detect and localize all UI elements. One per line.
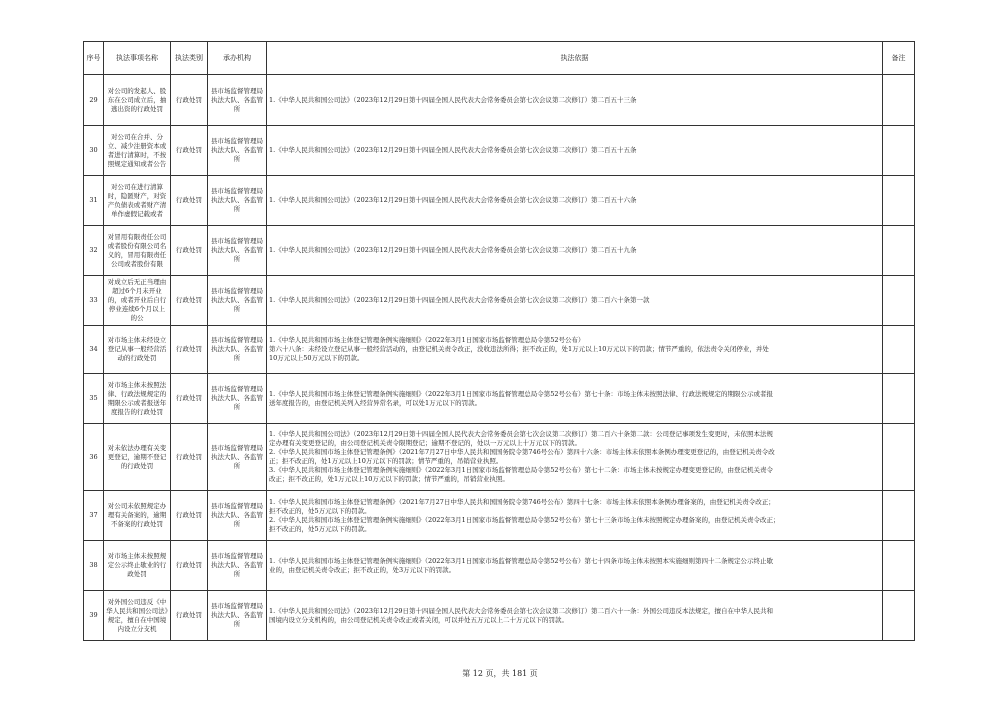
enforcement-category	[171, 541, 208, 591]
legal-basis-text	[269, 146, 880, 155]
item-name	[104, 541, 171, 591]
legal-basis-line: 10万元以上50万元以下的罚款。	[269, 354, 364, 362]
legal-basis-line: 1.《中华人民共和国公司法》（2023年12月29日第十四届全国人民代表大会常务委员会第七次会议第二次修订）第二百五十五条	[269, 146, 637, 154]
enforcement-category	[171, 226, 208, 276]
item-name	[104, 491, 171, 541]
handling-organization-text: 县市场监督管理局执法大队、各监管所	[211, 385, 263, 411]
legal-basis-text	[269, 607, 880, 625]
item-name-text: 对市场主体未按照规定公示终止歇业的行政处罚	[107, 552, 167, 578]
row-number-text: 32	[89, 246, 98, 254]
table-row	[84, 276, 915, 326]
handling-organization	[208, 226, 267, 276]
legal-basis-line: 1.《中华人民共和国市场主体登记管理条例》（2021年7月27日中华人民共和国国务院令第746号公布）第四十七条：市场主体未依照本条例办理备案的，由登记机关责令改正；	[269, 497, 775, 506]
header-category: 执法类别	[171, 42, 208, 75]
legal-basis	[267, 541, 883, 591]
legal-basis-line: 业的，由登记机关责令改正；拒不改正的，处3万元以下的罚款。	[269, 565, 456, 574]
item-name-text: 对外国公司违反《中华人民共和国公司法》规定，擅自在中国境内设立分支机	[106, 597, 168, 633]
legal-basis	[267, 176, 883, 226]
enforcement-category	[171, 276, 208, 326]
remarks	[883, 374, 915, 424]
handling-organization	[208, 591, 267, 641]
row-number	[84, 326, 104, 374]
row-number-text: 34	[89, 345, 98, 353]
row-number	[84, 374, 104, 424]
row-number-text: 29	[89, 95, 98, 104]
handling-organization-text: 县市场监督管理局执法大队、各监管所	[211, 287, 263, 313]
enforcement-category	[171, 75, 208, 126]
remarks	[883, 176, 915, 226]
handling-organization	[208, 176, 267, 226]
handling-organization-text: 县市场监督管理局执法大队、各监管所	[211, 237, 263, 263]
remarks	[883, 75, 915, 126]
table-row	[84, 374, 915, 424]
table-row	[84, 326, 915, 374]
handling-organization	[208, 276, 267, 326]
row-number	[84, 491, 104, 541]
table-row	[84, 424, 915, 491]
legal-basis	[267, 126, 883, 176]
handling-organization-text: 县市场监督管理局执法大队、各监管所	[211, 602, 263, 628]
enforcement-category-text: 行政处罚	[176, 146, 202, 154]
legal-basis-line: 1.《中华人民共和国市场主体登记管理条例实施细则》（2022年3月1日国家市场监督管理总局令第52号公布）第七十四条市场主体未按照本实施细则第四十二条规定公示终止歇	[269, 556, 774, 565]
table-row	[84, 126, 915, 176]
legal-basis	[267, 75, 883, 126]
handling-organization	[208, 424, 267, 491]
legal-basis-text	[269, 336, 880, 363]
table-row	[84, 176, 915, 226]
enforcement-category-text: 行政处罚	[176, 196, 202, 204]
legal-basis-line: 1.《中华人民共和国公司法》（2023年12月29日第十四届全国人民代表大会常务委员会第七次会议第二次修订）第二百六十一条：外国公司违反本法规定，擅自在中华人民共和	[269, 606, 774, 615]
legal-basis-line: 改正；拒不改正的，处1万元以上10万元以下的罚款；情节严重的，吊销营业执照。	[269, 475, 509, 483]
legal-basis	[267, 374, 883, 424]
legal-basis-text	[269, 430, 880, 484]
item-name	[104, 424, 171, 491]
item-name-text: 对市场主体未按照法律、行政法规规定的期限公示或者报送年度报告的行政处罚	[107, 380, 167, 416]
row-number-text: 33	[89, 296, 98, 304]
row-number	[84, 75, 104, 126]
legal-basis-line: 2.《中华人民共和国市场主体登记管理条例实施细则》（2022年3月1日国家市场监督管理总局令第52号公布）第七十三条市场主体未按照规定办理备案的，由登记机关责令改正；	[269, 515, 780, 524]
handling-organization-text: 县市场监督管理局执法大队、各监管所	[211, 552, 263, 578]
header-organization: 承办机构	[208, 42, 267, 75]
legal-basis	[267, 591, 883, 641]
row-number	[84, 226, 104, 276]
enforcement-category-text: 行政处罚	[176, 452, 202, 461]
enforcement-category	[171, 491, 208, 541]
table-row	[84, 491, 915, 541]
legal-basis-text	[269, 296, 880, 305]
handling-organization	[208, 326, 267, 374]
remarks	[883, 126, 915, 176]
handling-organization	[208, 374, 267, 424]
legal-basis	[267, 326, 883, 374]
row-number	[84, 126, 104, 176]
legal-basis-text	[269, 96, 880, 105]
legal-basis-line: 1.《中华人民共和国公司法》（2023年12月29日第十四届全国人民代表大会常务委员会第七次会议第二次修订）第二百五十九条	[269, 246, 637, 254]
enforcement-category-text: 行政处罚	[176, 511, 202, 519]
legal-basis-line: 2.《中华人民共和国市场主体登记管理条例》（2021年7月27日中华人民共和国国务院令第746号公布）第四十六条：市场主体未依照本条例办理变更登记的，由登记机关责令改	[269, 448, 775, 456]
legal-basis-line: 定办理有关变更登记的，由公司登记机关责令限期登记；逾期不登记的，处以一万元以上十万元以下的罚款。	[269, 439, 581, 447]
item-name	[104, 374, 171, 424]
legal-basis-line: 1.《中华人民共和国市场主体登记管理条例实施细则》（2022年3月1日国家市场监督管理总局令第52号公布）第七十条：市场主体未按照法律、行政法规规定的期限公示或者报	[269, 389, 774, 398]
item-name	[104, 75, 171, 126]
header-item-name: 执法事项名称	[104, 42, 171, 75]
item-name-text: 对成立后无正当理由超过6个月未开业的，或者开业后自行停业连续6个月以上的公	[107, 278, 167, 322]
row-number-text: 37	[89, 511, 98, 519]
table-row	[84, 226, 915, 276]
row-number-text: 30	[89, 146, 98, 154]
handling-organization-text: 县市场监督管理局执法大队、各监管所	[211, 137, 263, 163]
legal-basis-line: 拒不改正的，处5万元以下的罚款。	[269, 524, 371, 533]
item-name-text: 对公司在合并、分立、减少注册资本或者进行清算时，不按照规定通知或者公告	[107, 132, 167, 168]
remarks	[883, 491, 915, 541]
legal-basis-line: 第六十八条：未经设立登记从事一般经营活动的，由登记机关责令改正，没收违法所得；拒不改正的，处1万元以上10万元以下的罚款；情节严重的，依法责令关闭停业，并处	[269, 345, 769, 353]
remarks	[883, 226, 915, 276]
enforcement-category-text: 行政处罚	[176, 345, 202, 353]
enforcement-category	[171, 424, 208, 491]
legal-basis-line: 1.《中华人民共和国公司法》（2023年12月29日第十四届全国人民代表大会常务委员会第七次会议第二次修订）第二百六十条第二款：公司登记事项发生变更时，未依照本法规	[269, 430, 774, 438]
header-no: 序号	[84, 42, 104, 75]
item-name-text: 对冒用有限责任公司或者股份有限公司名义的，冒用有限责任公司或者股份有限	[107, 232, 167, 268]
row-number	[84, 541, 104, 591]
handling-organization-text: 县市场监督管理局执法大队、各监管所	[211, 336, 263, 362]
enforcement-category	[171, 374, 208, 424]
row-number-text: 39	[89, 611, 98, 619]
enforcement-category-text: 行政处罚	[176, 611, 202, 619]
row-number	[84, 276, 104, 326]
item-name	[104, 591, 171, 641]
row-number	[84, 424, 104, 491]
row-number	[84, 591, 104, 641]
enforcement-category	[171, 176, 208, 226]
remarks	[883, 424, 915, 491]
row-number-text: 35	[89, 394, 98, 402]
legal-basis-line: 拒不改正的，处5万元以下的罚款。	[269, 506, 371, 515]
legal-basis-line: 1.《中华人民共和国市场主体登记管理条例实施细则》（2022年3月1日国家市场监督管理总局令第52号公布）	[269, 336, 585, 344]
item-name-text: 对公司未依照规定办理有关备案的，逾期不备案的行政处罚	[107, 502, 167, 528]
enforcement-category-text: 行政处罚	[176, 561, 202, 569]
enforcement-table	[83, 41, 915, 641]
item-name-text: 对公司的发起人、股东在公司成立后，抽逃出资的行政处罚	[107, 86, 167, 113]
table-row	[84, 591, 915, 641]
row-number-text: 38	[89, 561, 98, 569]
legal-basis-line: 1.《中华人民共和国公司法》（2023年12月29日第十四届全国人民代表大会常务委员会第七次会议第二次修订）第二百五十六条	[269, 196, 637, 204]
remarks	[883, 276, 915, 326]
item-name	[104, 226, 171, 276]
legal-basis-text	[269, 498, 880, 534]
legal-basis-text	[269, 390, 880, 408]
row-number-text: 36	[89, 452, 98, 461]
table-row	[84, 541, 915, 591]
enforcement-category	[171, 591, 208, 641]
handling-organization	[208, 541, 267, 591]
enforcement-category	[171, 326, 208, 374]
remarks	[883, 326, 915, 374]
item-name-text: 对公司在进行清算时，隐匿财产，对资产负债表或者财产清单作虚假记载或者	[107, 182, 167, 218]
item-name	[104, 326, 171, 374]
legal-basis-line: 正；拒不改正的，处1万元以上10万元以下的罚款；情节严重的，吊销营业执照。	[269, 457, 503, 465]
header-legal-basis: 执法依据	[267, 42, 883, 75]
enforcement-category-text: 行政处罚	[176, 296, 202, 304]
page-footer: 第 12 页，共 181 页	[462, 669, 538, 678]
remarks	[883, 591, 915, 641]
legal-basis-line: 送年度报告的，由登记机关列入经营异常名录，可以处1万元以下的罚款。	[269, 398, 482, 407]
item-name	[104, 176, 171, 226]
item-name-text: 对未依法办理有关变更登记，逾期不登记的行政处罚	[107, 443, 167, 470]
row-number	[84, 176, 104, 226]
legal-basis-line: 国境内设立分支机构的，由公司登记机关责令改正或者关闭，可以并处五万元以上二十万元以下的罚款。	[269, 615, 568, 624]
legal-basis-text	[269, 246, 880, 255]
handling-organization-text: 县市场监督管理局执法大队、各监管所	[211, 443, 263, 470]
handling-organization-text: 县市场监督管理局执法大队、各监管所	[211, 502, 263, 528]
table-row	[84, 75, 915, 126]
legal-basis-text	[269, 196, 880, 205]
legal-basis-line: 1.《中华人民共和国公司法》（2023年12月29日第十四届全国人民代表大会常务委员会第七次会议第二次修订）第二百六十条第一款	[269, 296, 650, 304]
enforcement-category-text: 行政处罚	[176, 246, 202, 254]
table-header-row	[84, 42, 915, 75]
item-name-text: 对市场主体未经设立登记从事一般经营活动的行政处罚	[107, 336, 167, 362]
handling-organization	[208, 126, 267, 176]
legal-basis	[267, 424, 883, 491]
legal-basis-line: 1.《中华人民共和国公司法》（2023年12月29日第十四届全国人民代表大会常务委员会第七次会议第二次修订）第二百五十三条	[269, 95, 637, 104]
enforcement-category-text: 行政处罚	[176, 394, 202, 402]
handling-organization	[208, 491, 267, 541]
row-number-text: 31	[89, 196, 98, 204]
item-name	[104, 276, 171, 326]
legal-basis-text	[269, 557, 880, 575]
legal-basis	[267, 276, 883, 326]
header-remarks: 备注	[883, 42, 915, 75]
item-name	[104, 126, 171, 176]
legal-basis	[267, 491, 883, 541]
handling-organization	[208, 75, 267, 126]
legal-basis-line: 3.《中华人民共和国市场主体登记管理条例实施细则》（2022年3月1日国家市场监督管理总局令第52号公布）第七十二条：市场主体未按规定办理变更登记的，由登记机关责令	[269, 466, 774, 474]
legal-basis	[267, 226, 883, 276]
enforcement-category	[171, 126, 208, 176]
enforcement-category-text: 行政处罚	[176, 95, 202, 104]
handling-organization-text: 县市场监督管理局执法大队、各监管所	[211, 187, 263, 213]
handling-organization-text: 县市场监督管理局执法大队、各监管所	[211, 86, 263, 113]
remarks	[883, 541, 915, 591]
